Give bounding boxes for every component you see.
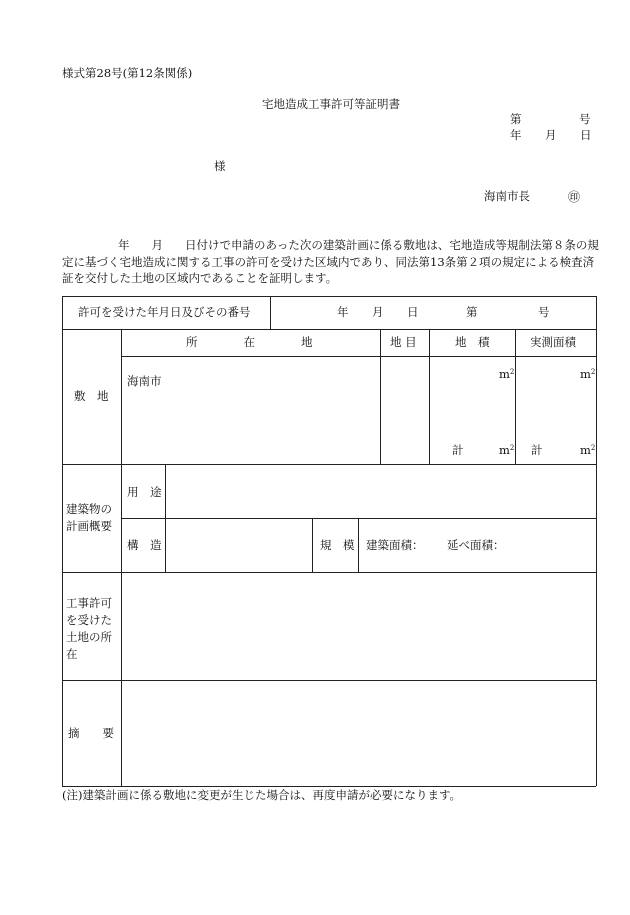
date-day: 日	[580, 128, 592, 142]
column-chimoku: 地 目	[390, 335, 417, 349]
permit-dai: 第	[466, 305, 478, 319]
column-measured-area: 実測面積	[530, 335, 576, 349]
remarks-label: 摘 要	[68, 726, 114, 740]
permit-day: 日	[407, 305, 419, 319]
number-go: 号	[579, 112, 591, 126]
document-title: 宅地造成工事許可等証明書	[262, 97, 400, 111]
area-unit: $m^2$	[499, 367, 515, 381]
form-number: 様式第28号(第12条関係)	[62, 66, 193, 80]
permit-go: 号	[538, 305, 550, 319]
issuer-name: 海南市長	[484, 189, 530, 203]
date-year: 年	[510, 128, 522, 142]
addressee-sama: 様	[214, 159, 226, 173]
column-area: 地 積	[455, 335, 490, 349]
building-area-label: 建築面積：	[366, 538, 424, 552]
area-total-label: 計	[452, 443, 464, 457]
paragraph-year: 年	[118, 238, 130, 252]
location-value: 海南市	[127, 374, 162, 388]
number-dai: 第	[510, 112, 522, 126]
paragraph-month: 月	[151, 238, 163, 252]
building-plan-label: 建築物の計画概要	[66, 502, 112, 533]
floor-area-label: 延べ面積：	[447, 538, 505, 552]
use-label: 用 途	[127, 485, 162, 499]
measured-total-label: 計	[531, 443, 543, 457]
permit-land-location-label: 工事許可を受けた土地の所在	[66, 596, 112, 661]
permit-date-number-label: 許可を受けた年月日及びその番号	[78, 305, 251, 319]
site-label: 敷 地	[74, 389, 109, 403]
structure-label: 構 造	[127, 538, 162, 552]
measured-area-unit: $m^2$	[580, 367, 596, 381]
column-location: 所 在 地	[186, 335, 313, 349]
date-month: 月	[545, 128, 557, 142]
seal-mark: ㊞	[568, 190, 581, 204]
footnote: (注)建築計画に係る敷地に変更が生じた場合は、再度申請が必要になります。	[62, 788, 462, 802]
permit-month: 月	[372, 305, 384, 319]
permit-year: 年	[337, 305, 349, 319]
measured-total-unit: $m^2$	[580, 443, 596, 457]
certification-paragraph	[62, 237, 600, 287]
scale-label: 規 模	[320, 538, 355, 552]
paragraph-text: 日付けで申請のあった次の建築計画に係る敷地は、宅地造成等規制法第８条の規定に基づく宅地造成に関する工事の許可を受けた区域内であり、同法第13条第２項の規定による検査済証を交付した土地の区域内であることを証明します。	[62, 238, 599, 285]
area-total-unit: $m^2$	[499, 443, 515, 457]
